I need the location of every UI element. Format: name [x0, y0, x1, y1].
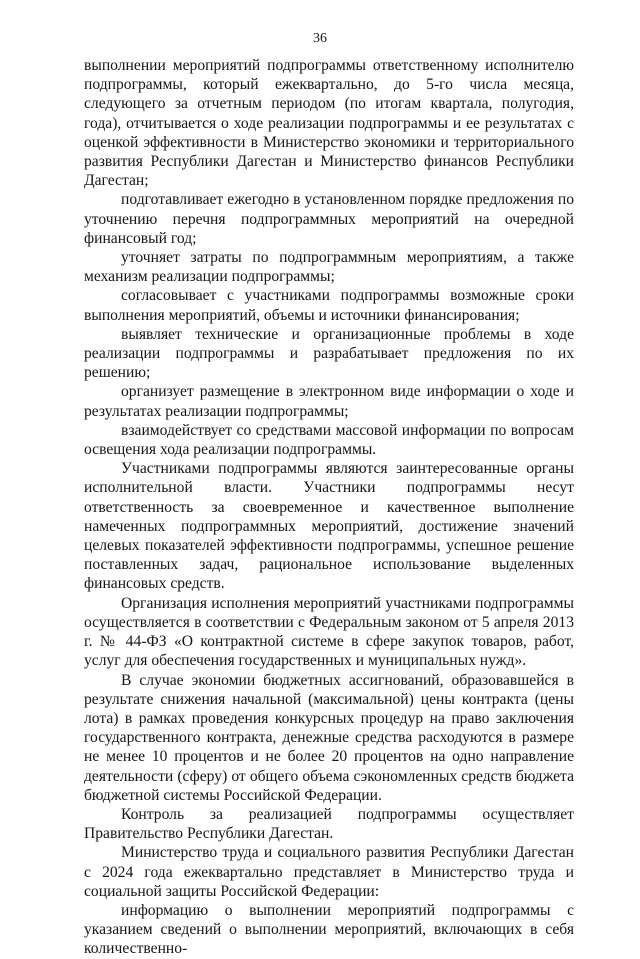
paragraph-identifies-problems: выявляет технические и организационные проблемы в ходе реализации подпрограммы и разрабатывает предложения по их решению; [84, 325, 574, 382]
document-body [84, 56, 574, 959]
paragraph-media-interaction: взаимодействует со средствами массовой информации по вопросам освещения хода реализации подпрограммы. [84, 421, 574, 459]
page-number: 36 [313, 31, 327, 46]
paragraph-budget-savings: В случае экономии бюджетных ассигнований, образовавшейся в результате снижения начальной (максимальной) цены контракта (цены лота) в рамках проведения конкурсных процедур на право заключения государственного контракта, денежные средства расходуются в размере не менее 10 процентов и не более 20 процентов на одно направление деятельности (сферу) от общего объема сэкономленных средств бюджета бюджетной системы Российской Федерации. [84, 671, 574, 804]
paragraph-organizes-publication: организует размещение в электронном виде информации о ходе и результатах реализации подпрограммы; [84, 383, 574, 420]
paragraph-prepares-proposals: подготавливает ежегодно в установленном порядке предложения по уточнению перечня подпрограммных мероприятий на очередной финансовый год; [84, 191, 574, 247]
paragraph-control: Контроль за реализацией подпрограммы осуществляет Правительство Республики Дагестан. [84, 805, 574, 843]
paragraph-ministry-reporting: Министерство труда и социального развития Республики Дагестан с 2024 года ежеквартально представляет в Министерство труда и социальной защиты Российской Федерации: [84, 844, 574, 900]
paragraph-continuation: выполнении мероприятий подпрограммы ответственному исполнителю подпрограммы, который ежеквартально, до 5-го числа месяца, следующего за отчетным периодом (по итогам квартала, полугодия, года), отчитывается о ходе реализации подпрограммы и ее результатах с оценкой эффективности в Министерство экономики и территориального развития Республики Дагестан и Министерство финансов Республики Дагестан; [84, 57, 574, 190]
paragraph-agrees-deadlines: согласовывает с участниками подпрограммы возможные сроки выполнения мероприятий, объемы и источники финансирования; [84, 287, 574, 324]
paragraph-federal-law: Организация исполнения мероприятий участниками подпрограммы осуществляется в соответствии с Федеральным законом от 5 апреля 2013 г. № 44-ФЗ «О контрактной системе в сфере закупок товаров, работ, услуг для обеспечения государственных и муниципальных нужд». [84, 594, 574, 670]
paragraph-information: информацию о выполнении мероприятий подпрограммы с указанием сведений о выполнении мероприятий, включающих в себя количественно- [84, 901, 574, 958]
paragraph-participants: Участниками подпрограммы являются заинтересованные органы исполнительной власти. Участники подпрограммы несут ответственность за своевременное и качественное выполнение намеченных подпрограммных мероприятий, достижение значений целевых показателей эффективности подпрограммы, успешное решение поставленных задач, рациональное использование выделенных финансовых средств. [84, 460, 574, 593]
paragraph-refines-costs: уточняет затраты по подпрограммным мероприятиям, а также механизм реализации подпрограммы; [84, 249, 574, 286]
